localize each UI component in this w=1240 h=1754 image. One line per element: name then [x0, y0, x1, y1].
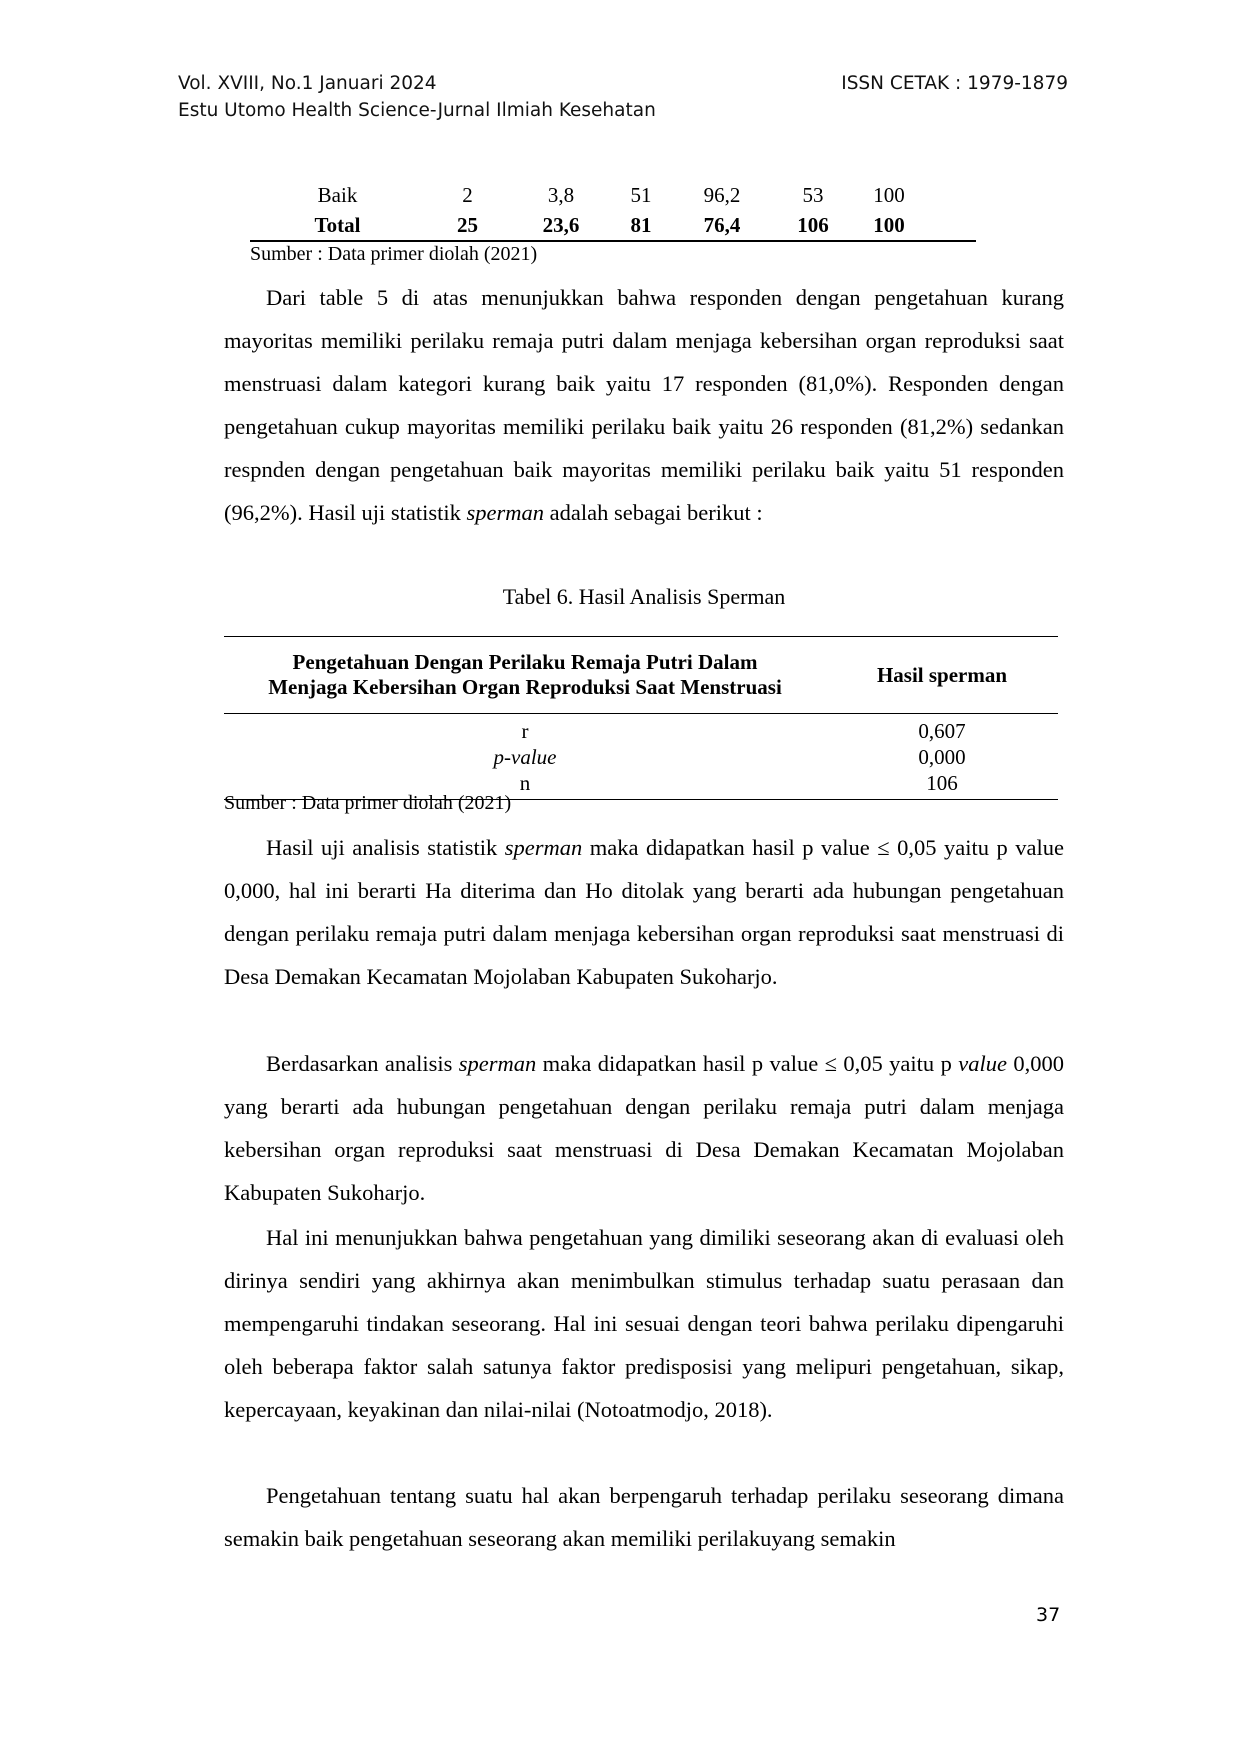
- paragraph-5: [224, 1474, 1064, 1560]
- paragraph-2: [224, 826, 1064, 998]
- row-label: n: [519, 770, 531, 795]
- table-6: [224, 636, 1058, 800]
- issn-info: ISSN CETAK : 1979-1879: [841, 73, 1068, 94]
- header-col-1-line-2: Menjaga Kebersihan Organ Reproduksi Saat Menstruasi: [268, 675, 782, 699]
- header-col-1-line-1: Pengetahuan Dengan Perilaku Remaja Putri Dalam: [292, 650, 758, 674]
- table-5-fragment: [250, 180, 976, 242]
- italic-term: sperman: [504, 835, 583, 860]
- cell: 106: [797, 212, 829, 237]
- row-value: 0,607: [918, 718, 966, 743]
- cell: 81: [630, 212, 652, 237]
- italic-term: sperman: [458, 1051, 537, 1076]
- cell: 2: [462, 182, 473, 207]
- paragraph-2-a: Hasil uji analisis statistik: [266, 835, 505, 860]
- paragraph-4: [224, 1216, 1064, 1431]
- header-col-2: Hasil sperman: [876, 662, 1008, 687]
- row-label: r: [521, 718, 529, 743]
- table-6-source: Sumber : Data primer diolah (2021): [224, 792, 512, 814]
- table-header: [224, 637, 1058, 713]
- paragraph-1-text: Dari table 5 di atas menunjukkan bahwa responden dengan pengetahuan kurang mayoritas memiliki perilaku remaja putri dalam menjaga kebersihan organ reproduksi saat menstruasi dalam kategori kurang baik yaitu 17 responden (81,0%). Responden dengan pengetahuan cukup mayoritas memiliki perilaku baik yaitu 26 responden (81,2%) sedankan respnden dengan pengetahuan baik mayoritas memiliki perilaku baik yaitu 51 responden (96,2%). Hasil uji statistik: [224, 285, 1064, 525]
- header-col-1: [224, 650, 826, 700]
- cell: 51: [630, 182, 652, 207]
- table-row: [224, 744, 1058, 770]
- journal-name: Estu Utomo Health Science-Jurnal Ilmiah Kesehatan: [178, 100, 656, 121]
- running-header: [178, 70, 1068, 124]
- row-value: 106: [926, 770, 958, 795]
- paragraph-3-c: 0,000 yang berarti ada hubungan pengetahuan dengan perilaku remaja putri dalam menjaga kebersihan organ reproduksi saat menstruasi di Desa Demakan Kecamatan Mojolaban Kabupaten Sukoharjo.: [224, 1051, 1065, 1205]
- table-row: [250, 180, 976, 210]
- table-row: [224, 718, 1058, 744]
- paragraph-3-a: Berdasarkan analisis: [266, 1051, 459, 1076]
- paragraph-1-tail: adalah sebagai berikut :: [543, 500, 763, 525]
- row-label: p-value: [493, 744, 557, 769]
- cell: 76,4: [703, 212, 741, 237]
- paragraph-2-b: maka didapatkan hasil p value ≤ 0,05 yaitu p value 0,000, hal ini berarti Ha diterima dan Ho ditolak yang berarti ada hubungan pengetahuan dengan perilaku remaja putri dalam menjaga kebersihan organ reproduksi saat menstruasi di Desa Demakan Kecamatan Mojolaban Kabupaten Sukoharjo.: [224, 835, 1065, 989]
- table-body: [224, 714, 1058, 799]
- cell: 96,2: [703, 182, 741, 207]
- page-number: 37: [1036, 1604, 1061, 1626]
- paragraph-4-text: Hal ini menunjukkan bahwa pengetahuan yang dimiliki seseorang akan di evaluasi oleh dirinya sendiri yang akhirnya akan menimbulkan stimulus terhadap suatu perasaan dan mempengaruhi tindakan seseorang. Hal ini sesuai dengan teori bahwa perilaku dipengaruhi oleh beberapa faktor salah satunya faktor predisposisi yang melipuri pengetahuan, sikap, kepercayaan, keyakinan dan nilai-nilai (Notoatmodjo, 2018).: [224, 1225, 1064, 1422]
- cell: 3,8: [547, 182, 575, 207]
- italic-term: sperman: [466, 500, 544, 525]
- paragraph-3: [224, 1042, 1064, 1214]
- table-bottom-rule: [250, 240, 976, 242]
- paragraph-5-text: Pengetahuan tentang suatu hal akan berpengaruh terhadap perilaku seseorang dimana semakin baik pengetahuan seseorang akan memiliki perilakuyang semakin: [224, 1483, 1064, 1551]
- table-6-caption: Tabel 6. Hasil Analisis Sperman: [502, 584, 786, 609]
- paragraph-3-b: maka didapatkan hasil p value ≤ 0,05 yaitu p: [536, 1051, 959, 1076]
- row-label: Total: [314, 212, 361, 237]
- cell: 23,6: [542, 212, 580, 237]
- table-5-source: Sumber : Data primer diolah (2021): [250, 243, 538, 265]
- paragraph-1: [224, 276, 1064, 534]
- cell: 100: [873, 182, 905, 207]
- row-value: 0,000: [918, 744, 966, 769]
- cell: 53: [802, 182, 824, 207]
- cell: 100: [873, 212, 905, 237]
- volume-info: Vol. XVIII, No.1 Januari 2024: [178, 73, 437, 94]
- italic-term: value: [958, 1051, 1007, 1076]
- table-row-total: [250, 210, 976, 240]
- row-label: Baik: [317, 182, 358, 207]
- cell: 25: [457, 212, 478, 237]
